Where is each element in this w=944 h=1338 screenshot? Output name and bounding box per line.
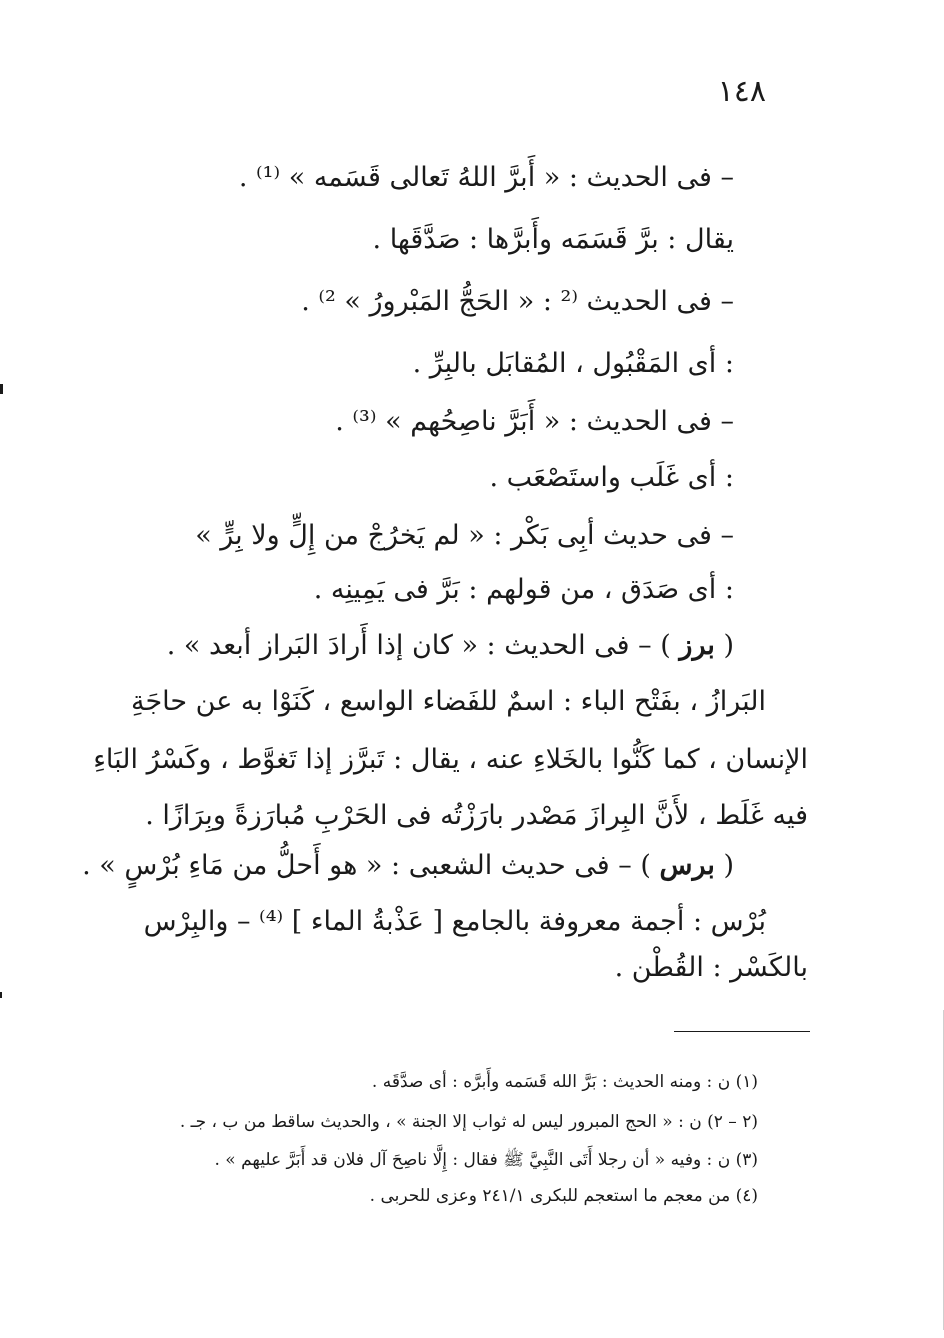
entry-burz-line-3: فيه غَلَط ، لأَنَّ البِرازَ مَصْدر بارَزْتُه فى الحَرْبِ مُبارَزةً وبِرَازًا . bbox=[145, 800, 808, 831]
footnote-separator bbox=[674, 1031, 810, 1032]
body-line-4: : أى المَقْبُول ، المُقابَل بالبِرِّ . bbox=[412, 348, 734, 379]
body-line-8: : أى صَدَق ، من قولهم : بَرَّ فى يَمِينِه . bbox=[313, 574, 734, 605]
footnote-4: (٤) من معجم ما استعجم للبكرى ٢٤١/١ وعزى للحربى . bbox=[369, 1186, 758, 1206]
entry-burs-close-paren: ) bbox=[640, 850, 651, 881]
body-line-6: : أى غَلَب واستَصْعَب . bbox=[489, 462, 734, 493]
entry-burz-line-1: البَرازُ ، بفَتْح الباء : اسمٌ للفَضاء الواسع ، كَنَوْا به عن حاجَةِ bbox=[131, 686, 766, 717]
entry-burz-line-2: الإنسان ، كما كَنُّوا بالخَلاءِ عنه ، يقال : تَبرَّز إذا تَغوَّط ، وكَسْرُ البَاءِ bbox=[93, 744, 808, 775]
body-line-5: – فى الحديث : « أَبَرَّ ناصِحُهم » ⁽³⁾ . bbox=[335, 406, 734, 437]
entry-burs-heading bbox=[82, 846, 734, 886]
entry-burs-line-2: بالكَسْر : القُطْن . bbox=[614, 952, 808, 983]
entry-burs-open-paren: ( bbox=[723, 850, 734, 881]
body-line-1: – فى الحديث : « أَبرَّ اللهُ تَعالى قَسَمه » ⁽¹⁾ . bbox=[238, 162, 734, 193]
entry-burz-heading-text: – فى الحديث : « كان إذا أَرادَ البَراز أبعد » . bbox=[166, 630, 652, 661]
footnote-2: (٢ – ٢) ن : « الحج المبرور ليس له ثواب إلا الجنة » ، والحديث ساقط من ب ، جـ . bbox=[179, 1112, 758, 1132]
entry-burz-close-paren: ) bbox=[660, 630, 671, 661]
entry-burz-open-paren: ( bbox=[723, 630, 734, 661]
body-line-2: يقال : برَّ قَسَمَه وأَبرَّها : صَدَّقَها . bbox=[372, 224, 734, 255]
scan-edge-mark-bottom bbox=[0, 992, 2, 998]
scan-edge-mark-top bbox=[0, 384, 3, 394]
entry-burs-line-1: بُرْس : أجمة معروفة بالجامع [ عَذْبةُ الماء ] ⁽⁴⁾ – والبِرْس bbox=[143, 906, 766, 937]
body-line-7: – فى حديث أبِى بَكْر : « لم يَخرُجْ من إِلٍّ ولا بِرٍّ » bbox=[195, 520, 734, 551]
entry-burz-heading bbox=[167, 626, 734, 666]
body-line-3: – فى الحديث ⁽² : « الحَجُّ المَبْرورُ » ²⁾ . bbox=[301, 286, 734, 317]
entry-burs-root: برس bbox=[659, 850, 715, 881]
footnote-1: (١) ن : ومنه الحديث : بَرَّ الله قَسَمه وأَبرَّه : أى صدَّقَه . bbox=[371, 1072, 758, 1092]
footnote-3: (٣) ن : وفيه « أن رجلا أَتَى النَّبِيَّ ﷺ فقال : إِلَّا ناصِحَ آل فلان قد أَبَرَّ عليهم » . bbox=[214, 1150, 758, 1170]
entry-burs-heading-text: – فى حديث الشعبى : « هو أَحلُّ من مَاءِ بُرْسٍ » . bbox=[82, 850, 632, 881]
page-number: ١٤٨ bbox=[717, 74, 766, 109]
entry-burz-root: برز bbox=[679, 630, 715, 661]
